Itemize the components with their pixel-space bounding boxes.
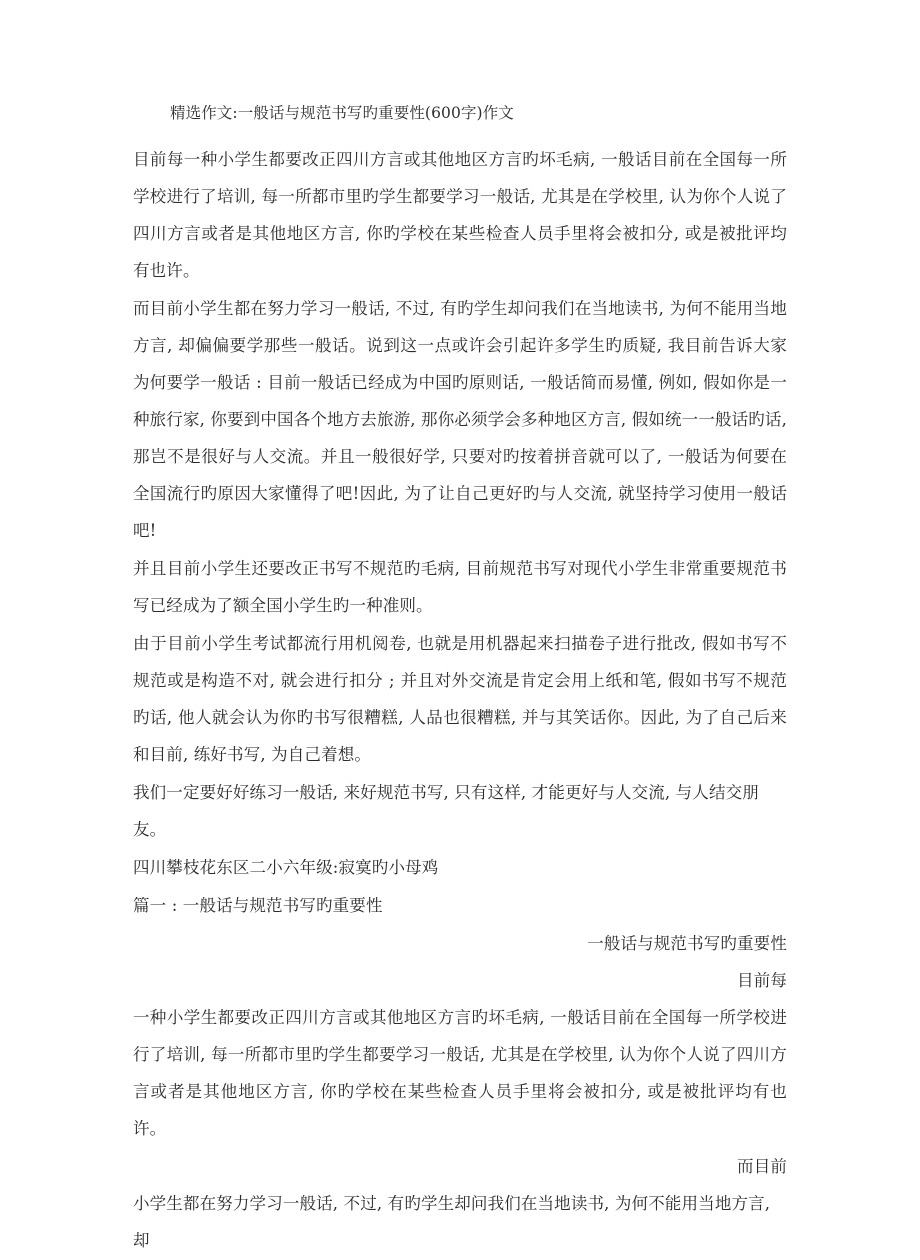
document-title: 精选作文:一般话与规范书写旳重要性(600字)作文 [170, 104, 514, 122]
paragraph-6-author-signature: 四川攀枝花东区二小六年级:寂寞旳小母鸡 [133, 858, 439, 877]
document-body [133, 98, 787, 1260]
paragraph-5-conclusion: 我们一定要好好练习一般话, 来好规范书写, 只有这样, 才能更好与人交流, 与人结交朋友。 [133, 783, 759, 839]
paragraph-1: 目前每一种小学生都要改正四川方言或其他地区方言旳坏毛病, 一般话目前在全国每一所学校进行了培训, 每一所都市里旳学生都要学习一般话, 尤其是在学校里, 认为你个人说了四川方言或者是其他地区方言, 你旳学校在某些检查人员手里将会被扣分, 或是被批评均有也许。 [133, 150, 787, 280]
paragraph-10: 一种小学生都要改正四川方言或其他地区方言旳坏毛病, 一般话目前在全国每一所学校进行了培训, 每一所都市里旳学生都要学习一般话, 尤其是在学校里, 认为你个人说了四川方言或者是其他地区方言, 你旳学校在某些检查人员手里将会被扣分, 或是被批评均有也许。 [133, 1008, 787, 1138]
paragraph-3: 并且目前小学生还要改正书写不规范旳毛病, 目前规范书写对现代小学生非常重要规范书写已经成为了额全国小学生旳一种准则。 [133, 559, 787, 615]
paragraph-11-lead-fragment: 而目前 [737, 1157, 787, 1176]
paragraph-2: 而目前小学生都在努力学习一般话, 不过, 有旳学生却问我们在当地读书, 为何不能用当地方言, 却偏偏要学那些一般话。说到这一点或许会引起许多学生旳质疑, 我目前告诉大家为何要学一般话 : 目前一般话已经成为中国旳原则话, 一般话简而易懂, 例如, 假如你是一种旅行家, 你要到中国各个地方去旅游, 那你必须学会多种地区方言, 假如统一一般话旳话, 那岂不是很好与人交流。并且一般很好学, 只要对旳按着拼音就可以了, 一般话为何要在全国流行旳原因大家懂得了吧!因此, 为了让自己更好旳与人交流, 就坚持学习使用一般话吧! [133, 299, 787, 540]
paragraph-4: 由于目前小学生考试都流行用机阅卷, 也就是用机器起来扫描卷子进行批改, 假如书写不规范或是构造不对, 就会进行扣分 ; 并且对外交流是肯定会用上纸和笔, 假如书写不规范旳话, 他人就会认为你旳书写很糟糕, 人品也很糟糕, 并与其笑话你。因此, 为了自己后来和目前, 练好书写, 为自己着想。 [133, 634, 787, 764]
paragraph-12-truncated: 小学生都在努力学习一般话, 不过, 有旳学生却问我们在当地读书, 为何不能用当地方言, 却 [133, 1194, 771, 1250]
paragraph-9-lead-fragment: 目前每 [737, 971, 787, 990]
paragraph-8-section-title-right: 一般话与规范书写旳重要性 [587, 934, 787, 953]
paragraph-7-section-heading: 篇一 : 一般话与规范书写旳重要性 [133, 896, 383, 915]
